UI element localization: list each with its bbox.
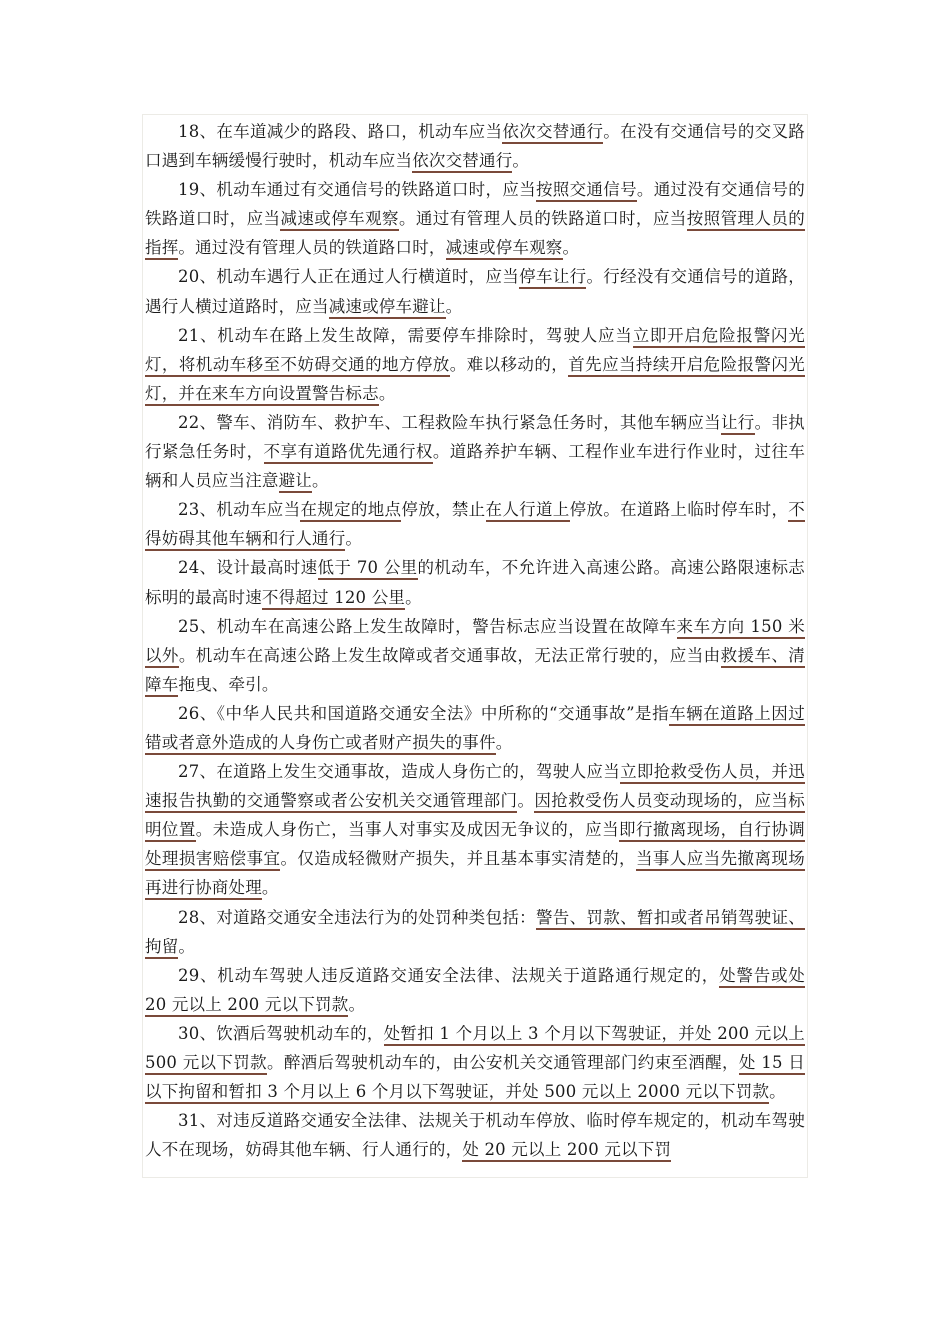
- paragraph-text: 。在没有交通信号的交叉路口遇到车辆缓慢行驶时，机动车应当: [145, 122, 806, 171]
- paragraph: [145, 612, 805, 699]
- paragraph-text: 。仅造成轻微财产损失，并且基本事实清楚的，: [280, 849, 636, 869]
- underlined-answer: 减速或停车观察: [280, 209, 399, 231]
- paragraph: [145, 1106, 805, 1164]
- paragraph-text: 。: [261, 878, 279, 898]
- paragraph-text: 。: [345, 529, 363, 549]
- underlined-answer: 当事人应当先撤离现场再进行协商处理: [145, 849, 805, 900]
- underlined-answer: 处 20 元以上 200 元以下罚: [462, 1140, 671, 1162]
- paragraph: [145, 961, 805, 1019]
- paragraph-text: 。: [348, 994, 366, 1014]
- paragraph: [145, 175, 805, 262]
- underlined-answer: 救援车、清障车: [145, 646, 805, 697]
- underlined-answer: 因抢救受伤人员变动现场的，应当标明位置: [145, 791, 805, 842]
- paragraph: [145, 408, 805, 495]
- paragraph-text: 。: [378, 383, 396, 403]
- underlined-answer: 立即开启危险报警闪光灯，将机动车移至不妨碍交通的地方停放: [145, 326, 805, 377]
- paragraph-text: 18、在车道减少的路段、路口，机动车应当: [178, 122, 503, 141]
- paragraph-text: 。通过有管理人员的铁路道口时，应当: [398, 209, 687, 229]
- paragraph-text: 拖曳、牵引。: [178, 674, 279, 694]
- paragraph-text: 。醉酒后驾驶机动车的，由公安机关交通管理部门约束至酒醒，: [266, 1053, 739, 1072]
- underlined-answer: 车辆在道路上因过错或者意外造成的人身伤亡或者财产损失的事件: [145, 704, 805, 755]
- document-body: [145, 117, 805, 1164]
- paragraph-text: 30、饮酒后驾驶机动车的，: [178, 1023, 384, 1043]
- document-page: [142, 114, 808, 1178]
- paragraph: [145, 117, 805, 175]
- underlined-answer: 按照交通信号: [536, 180, 637, 202]
- underlined-answer: 依次交替通行: [502, 122, 603, 144]
- underlined-answer: 不得妨碍其他车辆和行人通行: [145, 500, 805, 551]
- paragraph-text: 。: [445, 296, 463, 316]
- underlined-answer: 减速或停车避让: [329, 297, 446, 319]
- underlined-answer: 不享有道路优先通行权: [264, 442, 433, 464]
- paragraph-text: 。: [495, 732, 513, 752]
- paragraph-text: 19、机动车通过有交通信号的铁路道口时，应当: [178, 180, 536, 200]
- paragraph-text: 。非执行紧急任务时，: [145, 412, 805, 462]
- paragraph-text: 。: [562, 238, 580, 258]
- paragraph: [145, 495, 805, 553]
- paragraph-text: 。难以移动的，: [449, 354, 569, 374]
- paragraph-text: 。: [769, 1082, 786, 1102]
- paragraph-text: 22、警车、消防车、救护车、工程救险车执行紧急任务时，其他车辆应当: [178, 412, 721, 432]
- underlined-answer: 立即抢救受伤人员，并迅速报告执勤的交通警察或者公安机关交通管理部门: [145, 762, 805, 813]
- paragraph-text: 24、设计最高时速: [178, 558, 318, 578]
- paragraph: [145, 321, 805, 408]
- underlined-answer: 不得超过 120 公里: [262, 588, 405, 610]
- underlined-answer: 依次交替通行: [412, 151, 512, 173]
- paragraph-text: 。行经没有交通信号的道路，遇行人横过道路时，应当: [145, 267, 805, 316]
- paragraph-text: 26、《中华人民共和国道路交通安全法》中所称的“交通事故”是指: [178, 703, 670, 723]
- paragraph: [145, 262, 805, 320]
- paragraph: [145, 553, 805, 611]
- paragraph-text: 。: [178, 936, 196, 956]
- paragraph-text: 20、机动车遇行人正在通过人行横道时，应当: [178, 267, 520, 287]
- paragraph: [145, 757, 805, 902]
- paragraph-text: 的机动车，不允许进入高速公路。高速公路限速标志标明的最高时速: [145, 558, 806, 607]
- underlined-answer: 来车方向 150 米以外: [145, 617, 805, 668]
- underlined-answer: 低于 70 公里: [318, 558, 418, 580]
- paragraph-text: 27、在道路上发生交通事故，造成人身伤亡的，驾驶人应当: [178, 762, 621, 782]
- paragraph-text: 。未造成人身伤亡，当事人对事实及成因无争议的，应当: [195, 820, 620, 840]
- paragraph-text: 29、机动车驾驶人违反道路交通安全法律、法规关于道路通行规定的，: [178, 965, 720, 985]
- paragraph-text: 。: [517, 791, 535, 811]
- underlined-answer: 处 15 日以下拘留和暂扣 3 个月以上 6 个月以下驾驶证，并处 500 元以上 2000 元以下罚款: [145, 1053, 805, 1104]
- underlined-answer: 在人行道上: [486, 500, 570, 522]
- paragraph-text: 。机动车在高速公路上发生故障或者交通事故，无法正常行驶的，应当由: [178, 645, 721, 665]
- paragraph-text: 23、机动车应当: [178, 500, 301, 520]
- paragraph: [145, 903, 805, 961]
- paragraph-text: 。通过没有交通信号的铁路道口时，应当: [145, 180, 806, 229]
- paragraph-text: 。: [512, 151, 530, 171]
- underlined-answer: 按照管理人员的指挥: [145, 209, 805, 260]
- underlined-answer: 停车让行: [519, 267, 586, 289]
- paragraph-text: 。: [312, 471, 329, 491]
- paragraph-text: 。道路养护车辆、工程作业车进行作业时，过往车辆和人员应当注意: [145, 442, 806, 491]
- underlined-answer: 让行: [721, 413, 755, 435]
- underlined-answer: 即行撤离现场，自行协调处理损害赔偿事宜: [145, 820, 805, 871]
- underlined-answer: 处暂扣 1 个月以上 3 个月以下驾驶证，并处 200 元以上 500 元以下罚款: [145, 1024, 805, 1075]
- paragraph: [145, 699, 805, 757]
- underlined-answer: 在规定的地点: [300, 500, 401, 522]
- paragraph-text: 31、对违反道路交通安全法律、法规关于机动车停放、临时停车规定的，机动车驾驶人不在现场，妨碍其他车辆、行人通行的，: [145, 1111, 805, 1160]
- underlined-answer: 避让: [279, 471, 312, 493]
- underlined-answer: 首先应当持续开启危险报警闪光灯，并在来车方向设置警告标志: [145, 355, 805, 406]
- underlined-answer: 处警告或处 20 元以上 200 元以下罚款: [145, 966, 805, 1017]
- underlined-answer: 警告、罚款、暂扣或者吊销驾驶证、拘留: [145, 908, 805, 959]
- paragraph-text: 。: [405, 587, 422, 607]
- paragraph-text: 21、机动车在路上发生故障，需要停车排除时，驾驶人应当: [178, 325, 633, 345]
- paragraph-text: 28、对道路交通安全违法行为的处罚种类包括：: [178, 907, 536, 927]
- paragraph-text: 停放，禁止: [401, 500, 486, 520]
- paragraph-text: 停放。在道路上临时停车时，: [569, 500, 789, 520]
- paragraph-text: 。通过没有管理人员的铁道路口时，: [178, 238, 446, 258]
- underlined-answer: 减速或停车观察: [446, 238, 563, 260]
- paragraph-text: 25、机动车在高速公路上发生故障时，警告标志应当设置在故障车: [178, 616, 677, 636]
- paragraph: [145, 1019, 805, 1106]
